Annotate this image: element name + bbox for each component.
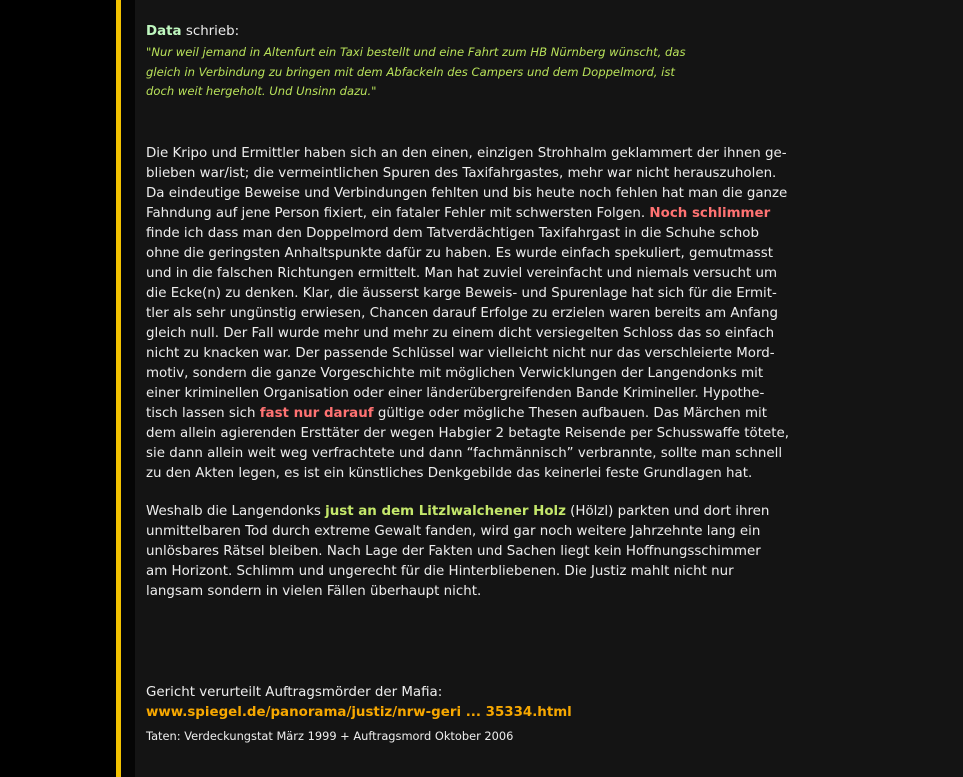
text-line: finde ich dass man den Doppelmord dem Tatverdächtigen Taxifahrgast in die Schuhe schob <box>146 226 759 241</box>
text-line: unlösbares Rätsel bleiben. Nach Lage der Fakten und Sachen liegt kein Hoffnungsschimmer <box>146 544 761 559</box>
highlight-green: just an dem Litzlwalchener Holz <box>325 504 566 519</box>
highlight-red: Noch schlimmer <box>649 206 771 221</box>
quote-line: gleich in Verbindung zu bringen mit dem Abfackeln des Campers und dem Doppelmord, ist <box>146 64 675 79</box>
quote-line: doch weit hergeholt. Und Unsinn dazu." <box>146 84 377 98</box>
text-line: ohne die geringsten Anhaltspunkte dafür zu haben. Es wurde einfach spekuliert, gemutmasst <box>146 246 773 261</box>
quote-author[interactable]: Data <box>146 24 182 39</box>
source-link[interactable]: www.spiegel.de/panorama/justiz/nrw-geri ... 35334.html <box>146 705 572 720</box>
text-span: gültige oder mögliche Thesen aufbauen. Das Märchen mit <box>373 406 767 421</box>
text-span: (Hölzl) parkten und dort ihren <box>565 504 770 519</box>
text-line <box>146 502 769 522</box>
highlight-red: fast nur darauf <box>259 406 374 421</box>
text-line: sie dann allein weit weg verfrachtete und dann “fachmännisch” verbrannte, sollte man schnell <box>146 446 783 461</box>
text-span: Weshalb die Langendonks <box>146 504 326 519</box>
post-content <box>135 0 963 777</box>
text-span: tisch lassen sich <box>146 406 260 421</box>
text-line: unmittelbaren Tod durch extreme Gewalt fanden, wird gar noch weitere Jahrzehnte lang ein <box>146 524 761 539</box>
text-span: Fahndung auf jene Person fixiert, ein fataler Fehler mit schwersten Folgen. <box>146 206 650 221</box>
quote-verb: schrieb: <box>181 24 240 39</box>
text-line: und in die falschen Richtungen ermittelt. Man hat zuviel vereinfacht und niemals versucht um <box>146 266 778 281</box>
text-line: am Horizont. Schlimm und ungerecht für die Hinterbliebenen. Die Justiz mahlt nicht nur <box>146 564 734 579</box>
left-gutter <box>121 0 135 777</box>
text-line <box>146 204 789 224</box>
text-line: motiv, sondern die ganze Vorgeschichte mit möglichen Verwicklungen der Langendonks mit <box>146 366 764 381</box>
text-line: tler als sehr ungünstig erwiesen, Chancen darauf Erfolge zu erzielen waren bereits am Anfang <box>146 306 778 321</box>
quote-line: "Nur weil jemand in Altenfurt ein Taxi bestellt und eine Fahrt zum HB Nürnberg wünscht, das <box>146 45 686 59</box>
text-line: nicht zu knacken war. Der passende Schlüssel war vielleicht nicht nur das verschleierte Mord- <box>146 346 775 361</box>
text-line: dem allein agierenden Ersttäter der wegen Habgier 2 betagte Reisende per Schusswaffe tötete, <box>146 426 789 441</box>
text-line: einer kriminellen Organisation oder einer länderübergreifenden Bande Krimineller. Hypothe- <box>146 386 765 401</box>
text-line: blieben war/ist; die vermeintlichen Spuren des Taxifahrgastes, mehr war nicht herauszuholen. <box>146 166 777 181</box>
quote-text <box>146 43 746 102</box>
source-title: Gericht verurteilt Auftragsmörder der Mafia: <box>146 685 443 700</box>
quote-header <box>146 22 239 42</box>
text-line: zu den Akten legen, es ist ein künstliches Denkgebilde das keinerlei feste Grundlagen hat. <box>146 466 753 481</box>
text-line: Die Kripo und Ermittler haben sich an den einen, einzigen Strohhalm geklammert der ihnen ge- <box>146 146 787 161</box>
text-line <box>146 404 789 424</box>
text-line: die Ecke(n) zu denken. Klar, die äusserst karge Beweis- und Spurenlage hat sich für die Ermit- <box>146 286 777 301</box>
text-line: langsam sondern in vielen Fällen überhaupt nicht. <box>146 584 482 599</box>
source-note: Taten: Verdeckungstat März 1999 + Auftragsmord Oktober 2006 <box>146 729 514 743</box>
paragraph-1 <box>146 144 789 484</box>
text-line: gleich null. Der Fall wurde mehr und mehr zu einem dicht versiegelten Schloss das so einfach <box>146 326 775 341</box>
paragraph-2 <box>146 502 769 602</box>
text-line: Da eindeutige Beweise und Verbindungen fehlten und bis heute noch fehlen hat man die ganze <box>146 186 788 201</box>
